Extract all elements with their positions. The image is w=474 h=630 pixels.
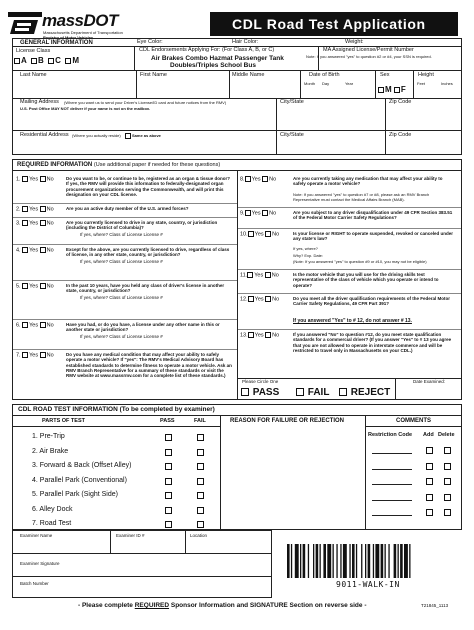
weight-label: Weight: <box>345 39 364 45</box>
same-as-above-checkbox[interactable]: Same as above <box>125 133 161 139</box>
sex-options[interactable]: M F <box>378 86 406 94</box>
height-inches: Inches <box>441 81 453 86</box>
left-q1-text: Do you want to be, or continue to be, registered as an organ & tissue donor? If yes, the RMV will provide this information to federally-designated organ procurement organizations serving the Commonwealth, and will print this designation on your CDL license. <box>66 176 231 197</box>
barcode-bar <box>365 544 366 578</box>
barcode-bar <box>323 544 326 578</box>
page-title: CDL Road Test Application <box>232 16 426 32</box>
barcode-bar <box>373 544 374 578</box>
reject-option[interactable]: REJECT <box>339 388 390 398</box>
test-part-3: 3. Forward & Back (Offset Alley) <box>32 462 132 469</box>
fail-column-header: FAIL <box>194 418 206 424</box>
mailing-note: (Where you want us to send your Driver's License/ID card and future notices from the RMV) <box>64 100 227 105</box>
restriction-code-field[interactable] <box>372 484 412 485</box>
sex-label: Sex <box>380 72 390 78</box>
add-checkbox[interactable] <box>426 478 433 485</box>
barcode-bar <box>295 544 299 578</box>
test-part-5-fail-checkbox[interactable] <box>197 492 204 499</box>
barcode-bar <box>313 544 314 578</box>
left-q3-text: Are you currently licensed to drive in any state, country, or jurisdiction (including the District of Columbia)? <box>66 220 218 231</box>
add-checkbox[interactable] <box>426 463 433 470</box>
right-q10-sub3: (Note: If you answered "yes" to question #9 or #10, you may not be eligible) <box>293 259 427 264</box>
delete-checkbox[interactable] <box>444 478 451 485</box>
barcode-bar <box>388 544 389 578</box>
test-part-2-fail-checkbox[interactable] <box>197 449 204 456</box>
barcode-bar <box>361 544 362 578</box>
endorsements-line2[interactable]: Doubles/Triples School Bus <box>170 62 256 69</box>
dob-label: Date of Birth <box>309 72 340 78</box>
barcode-bar <box>381 544 384 578</box>
barcode-bar <box>300 544 301 578</box>
pass-option[interactable]: PASS <box>241 388 279 398</box>
restriction-code-field[interactable] <box>372 453 412 454</box>
left-q5-text: In the past 10 years, have you held any class of driver's license in another state, country, or jurisdiction? <box>66 283 225 294</box>
left-q6-yes-no[interactable]: 6. Yes No <box>16 322 54 329</box>
examiner-name-label: Examiner Name <box>20 533 53 538</box>
comments-header: COMMENTS <box>396 418 431 424</box>
endorsements-line1[interactable]: Air Brakes Combo Hazmat Passenger Tank <box>151 55 284 62</box>
examiner-signature-label: Examiner Signature <box>20 561 60 566</box>
left-q5-yes-no[interactable]: 5. Yes No <box>16 283 54 290</box>
eye-color-label: Eye Color: <box>137 39 163 45</box>
test-part-2: 2. Air Brake <box>32 447 69 455</box>
logo-subtitle: Massachusetts Department of Transportation <box>43 30 123 35</box>
test-part-6-pass-checkbox[interactable] <box>165 507 172 514</box>
left-q3-yes-no[interactable]: 3. Yes No <box>16 220 54 227</box>
restriction-code-field[interactable] <box>372 515 412 516</box>
test-part-4-fail-checkbox[interactable] <box>197 478 204 485</box>
barcode-bar <box>291 544 292 578</box>
left-q2-text: Are you an active duty member of the U.S. armed forces? <box>66 206 189 211</box>
test-part-5: 5. Parallel Park (Sight Side) <box>32 491 118 498</box>
test-part-3-pass-checkbox[interactable] <box>165 463 172 470</box>
barcode-bar <box>385 544 386 578</box>
delete-checkbox[interactable] <box>444 463 451 470</box>
left-q2-yes-no[interactable]: 2. Yes No <box>16 206 54 213</box>
class-b-checkbox[interactable]: B <box>31 56 44 65</box>
barcode-bar <box>398 544 399 578</box>
add-checkbox[interactable] <box>426 447 433 454</box>
left-q6-text: Have you had, or do you have, a license under any other name in this or another state or jurisdiction? <box>66 322 220 333</box>
left-q5-sub[interactable]: If yes, where? Class of License License # <box>80 295 163 300</box>
class-m-checkbox[interactable]: M <box>65 56 79 65</box>
right-q12-sub: If you answered "Yes" to # 12, do not answer # 13. <box>293 318 412 324</box>
batch-number-label: Batch Number <box>20 581 49 586</box>
right-q10-text: Is your license or RIGHT to operate suspended, revoked or canceled under any state's law? <box>293 231 454 242</box>
left-q4-sub[interactable]: If yes, where? Class of License License # <box>80 259 163 264</box>
class-a-checkbox[interactable]: A <box>14 56 26 65</box>
height-label: Height <box>418 72 434 78</box>
last-name-label: Last Name <box>20 72 47 78</box>
delete-checkbox[interactable] <box>444 494 451 501</box>
examiner-id-label: Examiner ID # <box>116 533 145 538</box>
please-circle-label: Please Circle One <box>242 379 279 384</box>
logo-subtitle2: Registry of Motor Vehicles <box>43 35 94 40</box>
dob-year: Year <box>345 81 354 86</box>
right-q8-yes-no[interactable]: 8. Yes No <box>240 176 277 183</box>
first-name-label: First Name <box>140 72 167 78</box>
test-part-4: 4. Parallel Park (Conventional) <box>32 476 127 484</box>
ma-license-field[interactable] <box>322 60 458 69</box>
left-q7-text: Do you have any medical condition that may affect your ability to safely operate a motor vehicle? If "yes": The RMV's Medical Advisory Board has established standards to determine fitness to operate a motor vehicle. Ask an RMV Branch Representative for a summary of these standards or visit the RMV website at www.massrmv.com for a complete list of these standards.) <box>66 352 232 379</box>
ma-license-label: MA Assigned License/Permit Number <box>323 47 414 53</box>
right-q10-yes-no[interactable]: 10. Yes No <box>240 231 280 238</box>
test-part-5-pass-checkbox[interactable] <box>165 492 172 499</box>
add-column-header: Add <box>423 432 434 438</box>
test-part-1: 1. Pre-Trip <box>32 433 65 440</box>
delete-checkbox[interactable] <box>444 509 451 516</box>
mailing-address-label: Mailing Address <box>20 99 59 105</box>
right-q11-text: Is the motor vehicle that you will use for the driving skills test representative of the class of vehicle which you operate or intend to operate? <box>293 272 439 288</box>
test-part-1-pass-checkbox[interactable] <box>165 434 172 441</box>
barcode-bar <box>404 544 408 578</box>
barcode-bar <box>349 544 350 578</box>
right-q12-text: Do you meet all the driver qualification requirements of the Federal Motor Carrier Safety Regulations, 49 CFR Part 391? <box>293 296 451 307</box>
barcode-bar <box>308 544 309 578</box>
logo-brand: massDOT <box>42 11 118 30</box>
right-q10-sub2: Why? Exp. Date: <box>293 253 324 258</box>
delete-checkbox[interactable] <box>444 447 451 454</box>
residential-address-label: Residential Address <box>20 132 69 138</box>
required-info-header: REQUIRED INFORMATION (Use additional paper if needed for these questions) <box>17 162 221 168</box>
left-q6-sub[interactable]: If yes, where? Class of License License # <box>80 334 163 339</box>
right-q13-yes-no[interactable]: 13. Yes No <box>240 332 280 339</box>
right-q9-text: Are you subject to any driver disqualification under 49 CFR Section 383.51 of the Federal Motor Carrier Safety Regulations? <box>293 210 453 221</box>
delete-column-header: Delete <box>438 432 455 438</box>
parts-header: PARTS OF TEST <box>42 418 85 424</box>
right-q9-yes-no[interactable]: 9. Yes No <box>240 210 277 217</box>
restriction-code-field[interactable] <box>372 500 412 501</box>
mailing-city-label: City/State <box>280 99 304 105</box>
left-q7-yes-no[interactable]: 7. Yes No <box>16 352 54 359</box>
ma-license-note: Note: If you answered "yes" to question #2 or #4, your SSN is required. <box>306 54 432 59</box>
restriction-code-field[interactable] <box>372 469 412 470</box>
restriction-code-header: Restriction Code <box>368 432 413 438</box>
residential-note: (Where you actually reside) <box>72 133 121 138</box>
barcode-bar <box>368 544 371 578</box>
mailing-zip-label: Zip Code <box>389 99 412 105</box>
endorsements-label: CDL Endorsements Applying For: (For Class A, B, or C) <box>139 47 275 53</box>
barcode-bar <box>343 544 347 578</box>
barcode-bar <box>375 544 379 578</box>
barcode-bar <box>287 544 290 578</box>
test-part-4-pass-checkbox[interactable] <box>165 478 172 485</box>
barcode-bar <box>336 544 337 578</box>
right-q10-sub: If yes, where? <box>293 246 318 251</box>
date-examined-label: Date Examined: <box>413 379 446 384</box>
location-label: Location <box>190 533 208 538</box>
general-info-header: GENERAL INFORMATION <box>20 40 93 46</box>
middle-name-label: Middle Name <box>232 72 265 78</box>
barcode-bar <box>356 544 357 578</box>
test-part-1-fail-checkbox[interactable] <box>197 434 204 441</box>
class-c-checkbox[interactable]: C <box>48 56 61 65</box>
left-q1-yes-no[interactable]: 1. Yes No <box>16 176 54 183</box>
test-part-7-pass-checkbox[interactable] <box>165 521 172 528</box>
add-checkbox[interactable] <box>426 509 433 516</box>
barcode-bar <box>409 544 410 578</box>
barcode-bar <box>394 544 397 578</box>
bottom-note: - Please complete REQUIRED Sponsor Information and SIGNATURE Section on reverse side - <box>78 602 367 609</box>
left-q4-yes-no[interactable]: 4. Yes No <box>16 247 54 254</box>
massdot-logo <box>8 10 128 40</box>
logo-icon <box>8 12 42 36</box>
barcode-bar <box>400 544 403 578</box>
barcode-bar <box>316 544 319 578</box>
dob-day: Day <box>322 81 330 86</box>
dob-month: Month <box>304 81 316 86</box>
right-q8-text: Are you currently taking any medication that may affect your ability to safely operate a motor vehicle? <box>293 176 443 187</box>
reason-header: REASON FOR FAILURE OR REJECTION <box>230 418 345 424</box>
left-q3-sub[interactable]: If yes, where? Class of License License # <box>80 232 163 237</box>
left-q4-text: Except for the above, are you currently licensed to drive, regardless of class of license, in any other state, country, or jurisdiction? <box>66 247 230 258</box>
license-class-options <box>14 57 79 65</box>
test-part-6: 6. Alley Dock <box>32 505 73 513</box>
residential-city-label: City/State <box>280 132 304 138</box>
height-feet: Feet <box>417 81 426 86</box>
test-part-2-pass-checkbox[interactable] <box>165 449 172 456</box>
right-q12-yes-no[interactable]: 12. Yes No <box>240 296 280 303</box>
form-id: T21845_1113 <box>421 603 449 608</box>
barcode-bar <box>320 544 321 578</box>
test-part-7-fail-checkbox[interactable] <box>197 521 204 528</box>
right-q11-yes-no[interactable]: 11. Yes No <box>240 272 279 279</box>
barcode-bar <box>340 544 341 578</box>
hair-color-label: Hair Color: <box>232 39 259 45</box>
pass-column-header: PASS <box>160 418 175 424</box>
road-test-header: CDL ROAD TEST INFORMATION (To be completed by examiner) <box>18 406 215 413</box>
right-q8-sub: Note: If you answered "yes" to question #7 or #8, please ask an RMV Branch Representative must contact the Medical Affairs Branch (MAB). <box>293 192 430 202</box>
barcode-bar <box>327 544 331 578</box>
mailing-note-2: U.S. Post Office MAY NOT deliver if your name is not on the mailbox. <box>20 106 151 111</box>
test-part-6-fail-checkbox[interactable] <box>197 507 204 514</box>
barcode-bar <box>333 544 334 578</box>
barcode-bar <box>303 544 306 578</box>
add-checkbox[interactable] <box>426 494 433 501</box>
barcode <box>283 544 463 580</box>
residential-zip-label: Zip Code <box>389 132 412 138</box>
barcode-bar <box>352 544 355 578</box>
right-q13-text: If you answered "No" to question #12, do you meet state qualification standards for a commercial driver? (If you answer "Yes" to # 13 you agree that you are not allowed to operate in interstate commerce and will be restricted to travel only in Massachusetts on your CDL.) <box>293 332 452 353</box>
test-part-7: 7. Road Test <box>32 520 72 527</box>
barcode-text: 9011-WALK-IN <box>336 580 400 589</box>
fail-option[interactable]: FAIL <box>296 388 329 398</box>
test-part-3-fail-checkbox[interactable] <box>197 463 204 470</box>
license-class-label: License Class <box>16 48 51 54</box>
title-bar <box>210 12 458 36</box>
